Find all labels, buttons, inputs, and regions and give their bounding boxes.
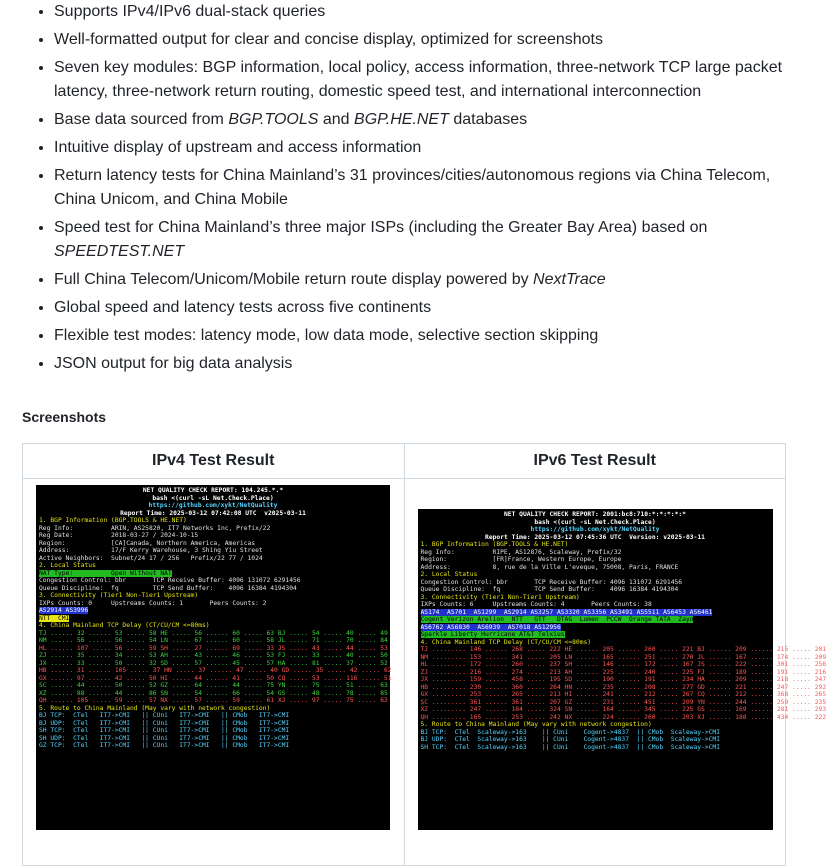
delay-row: TJ ...... 32 ...... 53 ..... 58 HE ..... 56 ...... 60 ..... 63 BJ ..... 54 ..... 40 ..... 49 bbox=[39, 630, 388, 637]
delay-row: QH ......... 165 ...... 253 ..... 242 NX ...... 224 ...... 260 ..... 203 XJ ...... 188 ...... 434 ..... 222 bbox=[421, 714, 826, 721]
feature-text: Well-formatted output for clear and concise display, optimized for screenshots bbox=[54, 31, 603, 48]
as-list: AS2914 AS3996 bbox=[39, 607, 88, 614]
reg-info: Reg Info: RIPE, AS12876, Scaleway, Prefix/32 bbox=[421, 549, 622, 556]
feature-text: and bbox=[318, 111, 354, 128]
reg-date: Reg Date: 2018-03-27 / 2024-10-15 bbox=[39, 532, 198, 539]
ipv4-cell bbox=[23, 479, 405, 866]
feature-item bbox=[54, 352, 806, 376]
feature-item bbox=[54, 28, 806, 52]
ipv6-cell bbox=[404, 479, 786, 866]
route-row: BJ UDP: CTel IT7->CMI || CUni IT7->CMI || CMob IT7->CMI bbox=[39, 720, 289, 727]
section-route: 5. Route to China Mainland (May vary with network congestion) bbox=[421, 721, 652, 728]
as-list: AS6762 AS6830 AS6939 AS7018 AS12956 bbox=[421, 624, 561, 631]
feature-item bbox=[54, 136, 806, 160]
report-title: NET QUALITY CHECK REPORT: 104.245.*.* bbox=[39, 487, 387, 495]
ipv6-result-screenshot[interactable] bbox=[418, 509, 773, 830]
feature-text: Supports IPv4/IPv6 dual-stack queries bbox=[54, 3, 325, 20]
delay-row: QH ...... 105 ..... 59 ..... 57 NX ..... 57 ...... 59 ..... 61 XJ ..... 97 ..... 75 ..... 63 bbox=[39, 697, 388, 704]
congestion-control: Congestion Control: bbr TCP Receive Buffer: 4096 131072 6291456 bbox=[39, 577, 301, 584]
feature-italic-text: NextTrace bbox=[533, 271, 606, 288]
feature-text: Speed test for China Mainland’s three major ISPs (including the Greater Bay Area) based on bbox=[54, 219, 707, 236]
report-url: https://github.com/xykt/NetQuality bbox=[39, 502, 387, 510]
route-row: SH UDP: CTel IT7->CMI || CUni IT7->CMI || CMob IT7->CMI bbox=[39, 735, 289, 742]
route-row: BJ TCP: CTel IT7->CMI || CUni IT7->CMI || CMob IT7->CMI bbox=[39, 712, 289, 719]
address: Address: 17/F Kerry Warehouse, 3 Shing Yiu Street bbox=[39, 547, 263, 554]
feature-text: Intuitive display of upstream and access information bbox=[54, 139, 421, 156]
section-route: 5. Route to China Mainland (May vary with network congestion) bbox=[39, 705, 270, 712]
delay-row: HB ...... 31 ...... 105 ..... 37 HN ..... 37 ...... 47 ..... 40 GD ..... 35 ..... 42 ..... 62 bbox=[39, 667, 392, 674]
route-row: SH TCP: CTel IT7->CMI || CUni IT7->CMI || CMob IT7->CMI bbox=[39, 727, 289, 734]
screenshots-table bbox=[22, 443, 786, 866]
delay-row: JX ......... 159 ...... 458 ..... 195 SD ...... 190 ...... 191 ..... 234 HA ...... 209 ...... 218 ..... 247 bbox=[421, 676, 826, 683]
region: Region: [FR]France, Western Europe, Europe bbox=[421, 556, 622, 563]
address: Address: 8, rue de la Ville L'eveque, 75008, Paris, FRANCE bbox=[421, 564, 679, 571]
report-time: Report Time: 2025-03-12 07:45:36 UTC Version: v2025-03-11 bbox=[421, 534, 770, 542]
feature-text: Full China Telecom/Unicom/Mobile return route display powered by bbox=[54, 271, 533, 288]
section-local: 2. Local Status bbox=[39, 562, 96, 569]
delay-row: GX ......... 253 ...... 265 ..... 213 HI ...... 241 ...... 212 ..... 267 CQ ...... 212 ...... 368 ..... 265 bbox=[421, 691, 826, 698]
delay-row: JX ...... 33 ...... 50 ..... 32 SD ..... 57 ...... 45 ..... 57 HA ..... 81 ..... 37 ..... 52 bbox=[39, 660, 388, 667]
report-command: bash <(curl -sL Net.Check.Place) bbox=[421, 519, 770, 527]
delay-row: HB ......... 230 ...... 360 ..... 264 HN ...... 235 ...... 208 ..... 277 GD ...... 221 ...... 247 ..... 292 bbox=[421, 684, 826, 691]
reg-info: Reg Info: ARIN, AS25820, IT7 Networks Inc, Prefix/22 bbox=[39, 525, 270, 532]
delay-row: XZ ...... 88 ...... 44 ..... 86 SN ..... 54 ...... 66 ..... 54 GS ..... 48 ..... 78 ..... 85 bbox=[39, 690, 388, 697]
as-names: Cogent Verizon Arelion NTT GTT DTAG Lumen PCCW Orange TATA Zayo bbox=[421, 616, 694, 623]
screenshots-heading: Screenshots bbox=[22, 407, 806, 427]
feature-text: Return latency tests for China Mainland’s 31 provinces/cities/autonomous regions via China Telecom, China Unicom, and China Mobile bbox=[54, 167, 770, 208]
report-title: NET QUALITY CHECK REPORT: 2001:bc8:710:*:*:*:*:* bbox=[421, 511, 770, 519]
congestion-control: Congestion Control: bbr TCP Receive Buffer: 4096 131072 6291456 bbox=[421, 579, 683, 586]
feature-list bbox=[0, 0, 806, 376]
ipv6-column-header: IPv6 Test Result bbox=[404, 444, 786, 479]
delay-row: ZJ ...... 35 ...... 34 ..... 53 AH ..... 43 ...... 46 ..... 53 FJ ..... 33 ..... 40 ..... 50 bbox=[39, 652, 388, 659]
feature-item bbox=[54, 296, 806, 320]
route-row: GZ TCP: CTel IT7->CMI || CUni IT7->CMI || CMob IT7->CMI bbox=[39, 742, 289, 749]
feature-item bbox=[54, 324, 806, 348]
feature-text: Seven key modules: BGP information, local policy, access information, three-network TCP large packet latency, three-network return routing, domestic speed test, and international interconnection bbox=[54, 59, 782, 100]
ixp-counts: IXPs Counts: 0 Upstreams Counts: 1 Peers Counts: 2 bbox=[39, 600, 266, 607]
region: Region: [CA]Canada, Northern America, Americas bbox=[39, 540, 255, 547]
delay-row: ZJ ......... 216 ...... 274 ..... 213 AH ...... 225 ...... 240 ..... 225 FJ ...... 189 ...... 191 ..... 216 bbox=[421, 669, 826, 676]
delay-row: NM ......... 153 ...... 341 ..... 205 LN ...... 165 ...... 251 ..... 270 JL ...... 167 ...... 174 ..... 209 bbox=[421, 654, 826, 661]
ixp-counts: IXPs Counts: 6 Upstreams Counts: 4 Peers Counts: 38 bbox=[421, 601, 652, 608]
section-bgp: 1. BGP Information (BGP.TOOLS & HE.NET) bbox=[39, 517, 187, 524]
feature-item bbox=[54, 268, 806, 292]
ipv4-result-screenshot[interactable] bbox=[36, 485, 390, 830]
feature-text: Global speed and latency tests across five continents bbox=[54, 299, 431, 316]
active-neighbors: Active Neighbors: Subnet/24 17 / 256 Prefix/22 77 / 1024 bbox=[39, 555, 263, 562]
feature-item bbox=[54, 164, 806, 212]
queue-discipline: Queue Discipline: fq TCP Send Buffer: 4096 16384 4194304 bbox=[39, 585, 297, 592]
delay-row: NM ...... 56 ...... 56 ..... 54 LN ..... 67 ...... 60 ..... 58 JL ..... 71 ..... 70 ..... 84 bbox=[39, 637, 388, 644]
delay-row: TJ ......... 146 ...... 268 ..... 222 HE ...... 205 ...... 260 ..... 221 BJ ...... 209 ...... 215 ..... 201 bbox=[421, 646, 826, 653]
section-connectivity: 3. Connectivity (Tier1 Non-Tier1 Upstream) bbox=[421, 594, 580, 601]
section-local: 2. Local Status bbox=[421, 571, 478, 578]
as-names: NTT CMI bbox=[39, 615, 69, 622]
section-connectivity: 3. Connectivity (Tier1 Non-Tier1 Upstream) bbox=[39, 592, 198, 599]
delay-row: HL ......... 172 ...... 260 ..... 237 SH ...... 146 ...... 172 ..... 167 JS ...... 222 ...... 301 ..... 256 bbox=[421, 661, 826, 668]
as-list: AS174 AS701 AS1299 AS2914 AS3257 AS3320 AS3356 AS3491 AS5511 AS6453 AS6461 bbox=[421, 609, 713, 616]
feature-text: Flexible test modes: latency mode, low data mode, selective section skipping bbox=[54, 327, 598, 344]
section-delay: 4. China Mainland TCP Delay (CT/CU/CM <=80ms) bbox=[421, 639, 592, 646]
delay-row: HL ...... 107 ..... 56 ..... 59 SH ..... 27 ...... 69 ..... 33 JS ..... 43 ..... 44 ..... 53 bbox=[39, 645, 388, 652]
route-row: BJ TCP: CTel Scaleway->163 || CUni Cogent->4837 || CMob Scaleway->CMI bbox=[421, 729, 721, 736]
delay-row: SC ......... 361 ...... 361 ..... 207 GZ ...... 231 ...... 451 ..... 209 YN ...... 244 ...... 259 ..... 235 bbox=[421, 699, 826, 706]
as-names: Sparkle Liberty Hurricane AT&T Telxius bbox=[421, 631, 565, 638]
delay-row: XZ ......... 247 ...... 184 ..... 324 SN ...... 164 ...... 345 ..... 225 GS ...... 169 ...... 281 ..... 293 bbox=[421, 706, 826, 713]
section-delay: 4. China Mainland TCP Delay (CT/CU/CM <=80ms) bbox=[39, 622, 210, 629]
feature-item bbox=[54, 108, 806, 132]
feature-text: databases bbox=[449, 111, 527, 128]
feature-italic-text: BGP.HE.NET bbox=[354, 111, 449, 128]
delay-row: GX ...... 97 ...... 42 ..... 50 HI ..... 44 ...... 41 ..... 50 CQ ..... 53 ..... 116 ..... 51 bbox=[39, 675, 392, 682]
feature-item bbox=[54, 216, 806, 264]
report-command: bash <(curl -sL Net.Check.Place) bbox=[39, 495, 387, 503]
feature-item bbox=[54, 56, 806, 104]
route-row: BJ UDP: CTel Scaleway->163 || CUni Cogent->4837 || CMob Scaleway->CMI bbox=[421, 736, 721, 743]
report-url: https://github.com/xykt/NetQuality bbox=[421, 526, 770, 534]
feature-text: JSON output for big data analysis bbox=[54, 355, 292, 372]
queue-discipline: Queue Discipline: fq TCP Send Buffer: 4096 16384 4194304 bbox=[421, 586, 679, 593]
feature-italic-text: SPEEDTEST.NET bbox=[54, 243, 184, 260]
ipv4-column-header: IPv4 Test Result bbox=[23, 444, 405, 479]
feature-text: Base data sourced from bbox=[54, 111, 228, 128]
feature-item bbox=[54, 0, 806, 24]
nat-type: NAT Type: Open Without NAT bbox=[39, 570, 172, 577]
feature-italic-text: BGP.TOOLS bbox=[228, 111, 318, 128]
route-row: SH TCP: CTel Scaleway->163 || CUni Cogent->4837 || CMob Scaleway->CMI bbox=[421, 744, 721, 751]
section-bgp: 1. BGP Information (BGP.TOOLS & HE.NET) bbox=[421, 541, 569, 548]
report-time: Report Time: 2025-03-12 07:42:08 UTC v2025-03-11 bbox=[39, 510, 387, 518]
delay-row: SC ...... 44 ...... 50 ..... 52 GZ ..... 64 ...... 44 ..... 75 YN ..... 75 ..... 51 ..... 63 bbox=[39, 682, 388, 689]
